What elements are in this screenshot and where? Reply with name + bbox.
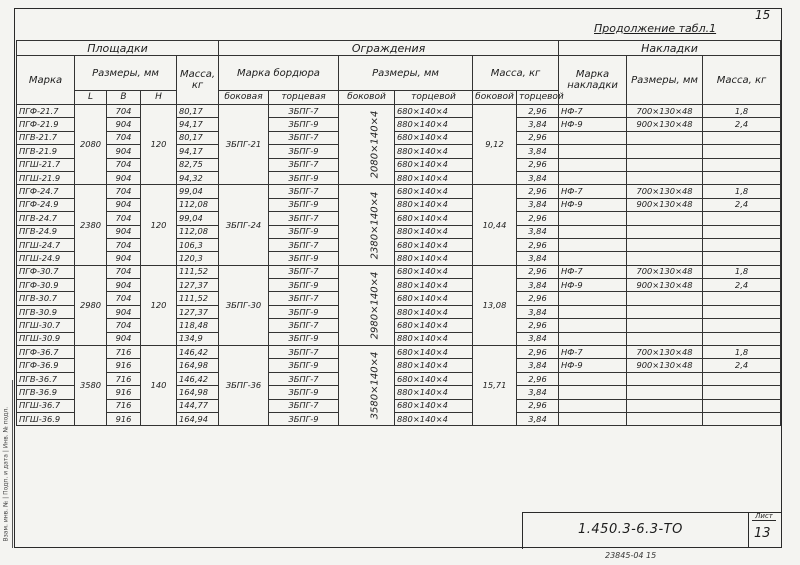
row-overlay-mass: 1,8 [703, 185, 781, 198]
row-B: 904 [107, 279, 141, 292]
row-mark: ПГВ-36.9 [17, 386, 75, 399]
row-end-curb: ЗБПГ-7 [269, 319, 339, 332]
mark-header: Марка [17, 56, 75, 105]
row-overlay-size [627, 332, 703, 345]
row-overlay-size [627, 399, 703, 412]
row-overlay-mass [703, 305, 781, 318]
row-overlay-mark [559, 305, 627, 318]
row-B: 904 [107, 332, 141, 345]
group-side-size [339, 185, 395, 265]
margin-note: Взам. инв. № | Подп. и дата | Инв. № подл. [2, 406, 10, 542]
row-end-size: 680×140×4 [395, 319, 473, 332]
row-overlay-mark: НФ-7 [559, 185, 627, 198]
row-end-curb: ЗБПГ-9 [269, 332, 339, 345]
row-overlay-mark: НФ-9 [559, 359, 627, 372]
page-number: 15 [755, 8, 771, 22]
row-overlay-mark [559, 252, 627, 265]
row-overlay-size: 700×130×48 [627, 105, 703, 118]
table-row [17, 198, 781, 211]
mass-header-line1: Масса, [179, 69, 216, 80]
table-row [17, 212, 781, 225]
row-end-curb: ЗБПГ-7 [269, 265, 339, 278]
row-overlay-size: 900×130×48 [627, 118, 703, 131]
row-end-curb: ЗБПГ-7 [269, 105, 339, 118]
table-row [17, 386, 781, 399]
row-end-size: 680×140×4 [395, 238, 473, 251]
side-size-vertical: 2380×140×4 [369, 191, 381, 259]
side-curb-header: боковая [219, 91, 269, 105]
row-overlay-size: 700×130×48 [627, 346, 703, 359]
row-mass: 127,37 [177, 279, 219, 292]
row-overlay-mass [703, 212, 781, 225]
row-end-mass: 3,84 [517, 412, 559, 425]
row-overlay-size [627, 171, 703, 184]
row-mark: ПГВ-21.9 [17, 145, 75, 158]
row-mark: ПГФ-36.7 [17, 346, 75, 359]
row-mass: 80,17 [177, 131, 219, 144]
row-end-size: 880×140×4 [395, 386, 473, 399]
row-overlay-mass: 1,8 [703, 346, 781, 359]
row-mass: 94,32 [177, 171, 219, 184]
table-row [17, 279, 781, 292]
sizes-header [75, 56, 177, 91]
row-end-mass: 2,96 [517, 131, 559, 144]
row-overlay-mass [703, 412, 781, 425]
sizes-header-label: Размеры, мм [92, 67, 159, 79]
row-B: 904 [107, 171, 141, 184]
row-end-curb: ЗБПГ-7 [269, 238, 339, 251]
row-mass: 120,3 [177, 252, 219, 265]
row-mass: 164,98 [177, 386, 219, 399]
group-H: 120 [141, 265, 177, 345]
row-end-curb: ЗБПГ-9 [269, 118, 339, 131]
row-mark: ПГШ-36.9 [17, 412, 75, 425]
table-row [17, 319, 781, 332]
row-B: 704 [107, 292, 141, 305]
group-side-size [339, 105, 395, 185]
fences-header: Ограждения [219, 41, 559, 56]
group-side-mass: 13,08 [473, 265, 517, 345]
header-row-1 [17, 41, 781, 56]
continuation-title: Продолжение табл.1 [594, 22, 717, 35]
row-end-size: 680×140×4 [395, 346, 473, 359]
row-B: 704 [107, 185, 141, 198]
row-overlay-mass: 1,8 [703, 105, 781, 118]
overlay-mass-header: Масса, кг [703, 56, 781, 105]
table-row [17, 105, 781, 118]
row-mark: ПГВ-21.7 [17, 131, 75, 144]
row-overlay-mass [703, 372, 781, 385]
side-size-vertical: 3580×140×4 [369, 351, 381, 420]
row-end-mass: 3,84 [517, 225, 559, 238]
row-overlay-mass [703, 225, 781, 238]
row-overlay-size [627, 252, 703, 265]
overlay-sizes-header: Размеры, мм [627, 56, 703, 105]
row-overlay-size [627, 319, 703, 332]
row-end-mass: 2,96 [517, 238, 559, 251]
side-size-header: боковой [339, 91, 395, 105]
row-end-mass: 2,96 [517, 372, 559, 385]
row-mark: ПГШ-30.9 [17, 332, 75, 345]
row-B: 904 [107, 198, 141, 211]
row-B: 904 [107, 118, 141, 131]
row-mark: ПГФ-30.9 [17, 279, 75, 292]
row-end-mass: 3,84 [517, 171, 559, 184]
row-end-size: 880×140×4 [395, 198, 473, 211]
table-row [17, 185, 781, 198]
row-end-size: 880×140×4 [395, 145, 473, 158]
mass-header-line2: кг [191, 80, 204, 91]
row-B: 916 [107, 412, 141, 425]
row-mark: ПГШ-30.7 [17, 319, 75, 332]
row-mark: ПГШ-36.7 [17, 399, 75, 412]
table-row [17, 238, 781, 251]
row-end-curb: ЗБПГ-7 [269, 399, 339, 412]
table-row [17, 225, 781, 238]
row-end-mass: 2,96 [517, 158, 559, 171]
row-end-size: 680×140×4 [395, 185, 473, 198]
row-end-mass: 3,84 [517, 252, 559, 265]
row-end-curb: ЗБПГ-7 [269, 292, 339, 305]
row-B: 704 [107, 158, 141, 171]
mass-header [177, 56, 219, 105]
row-mark: ПГШ-24.7 [17, 238, 75, 251]
B-header: B [107, 91, 141, 105]
row-overlay-mark [559, 131, 627, 144]
row-end-size: 680×140×4 [395, 265, 473, 278]
row-mark: ПГФ-21.7 [17, 105, 75, 118]
row-overlay-mass: 1,8 [703, 265, 781, 278]
document-code: 1.450.3-6.3-ТО [578, 522, 683, 537]
row-end-mass: 3,84 [517, 118, 559, 131]
row-mass: 112,08 [177, 225, 219, 238]
row-end-curb: ЗБПГ-7 [269, 185, 339, 198]
end-mass-header: торцевой [517, 91, 559, 105]
row-overlay-mark: НФ-7 [559, 105, 627, 118]
table-row [17, 171, 781, 184]
table-row [17, 399, 781, 412]
group-side-mass: 10,44 [473, 185, 517, 265]
row-overlay-mark [559, 412, 627, 425]
table-row [17, 145, 781, 158]
row-end-size: 880×140×4 [395, 305, 473, 318]
row-end-size: 680×140×4 [395, 131, 473, 144]
row-mark: ПГФ-30.7 [17, 265, 75, 278]
row-end-size: 880×140×4 [395, 225, 473, 238]
row-mark: ПГФ-24.9 [17, 198, 75, 211]
row-end-size: 880×140×4 [395, 171, 473, 184]
row-overlay-mass [703, 158, 781, 171]
row-end-size: 880×140×4 [395, 279, 473, 292]
row-mark: ПГФ-24.7 [17, 185, 75, 198]
row-overlay-mark [559, 332, 627, 345]
row-overlay-size [627, 225, 703, 238]
row-mass: 164,94 [177, 412, 219, 425]
row-end-size: 880×140×4 [395, 118, 473, 131]
row-overlay-size [627, 305, 703, 318]
overlays-header: Накладки [559, 41, 781, 56]
row-overlay-mass [703, 386, 781, 399]
row-end-mass: 3,84 [517, 279, 559, 292]
row-overlay-mark [559, 399, 627, 412]
row-overlay-mass [703, 171, 781, 184]
row-overlay-size [627, 386, 703, 399]
row-end-size: 680×140×4 [395, 212, 473, 225]
row-end-mass: 3,84 [517, 359, 559, 372]
row-overlay-size [627, 145, 703, 158]
group-H: 120 [141, 105, 177, 185]
row-end-size: 880×140×4 [395, 252, 473, 265]
row-end-mass: 3,84 [517, 305, 559, 318]
row-end-curb: ЗБПГ-7 [269, 131, 339, 144]
row-end-curb: ЗБПГ-9 [269, 225, 339, 238]
group-L: 3580 [75, 346, 107, 426]
row-mark: ПГФ-21.9 [17, 118, 75, 131]
row-overlay-mark: НФ-9 [559, 279, 627, 292]
end-size-header: торцевой [395, 91, 473, 105]
row-end-curb: ЗБПГ-9 [269, 145, 339, 158]
row-end-curb: ЗБПГ-7 [269, 372, 339, 385]
row-end-curb: ЗБПГ-9 [269, 359, 339, 372]
group-side-curb: ЗБПГ-21 [219, 105, 269, 185]
row-end-curb: ЗБПГ-9 [269, 386, 339, 399]
table-row [17, 305, 781, 318]
group-side-curb: ЗБПГ-30 [219, 265, 269, 345]
group-L: 2380 [75, 185, 107, 265]
row-mass: 99,04 [177, 185, 219, 198]
row-mass: 94,17 [177, 145, 219, 158]
row-end-curb: ЗБПГ-9 [269, 171, 339, 184]
row-mark: ПГВ-30.9 [17, 305, 75, 318]
row-mass: 146,42 [177, 372, 219, 385]
row-end-size: 880×140×4 [395, 412, 473, 425]
group-H: 120 [141, 185, 177, 265]
row-mark: ПГФ-36.9 [17, 359, 75, 372]
row-mass: 99,04 [177, 212, 219, 225]
row-end-mass: 3,84 [517, 145, 559, 158]
row-end-mass: 2,96 [517, 212, 559, 225]
row-overlay-mass [703, 238, 781, 251]
table-row [17, 332, 781, 345]
row-overlay-mass [703, 332, 781, 345]
row-end-size: 680×140×4 [395, 372, 473, 385]
L-header: L [75, 91, 107, 105]
row-overlay-mark: НФ-7 [559, 346, 627, 359]
row-end-mass: 2,96 [517, 399, 559, 412]
row-overlay-mark [559, 145, 627, 158]
row-mark: ПГШ-21.9 [17, 171, 75, 184]
row-overlay-mass [703, 292, 781, 305]
fence-sizes-header: Размеры, мм [339, 56, 473, 91]
row-overlay-mass: 2,4 [703, 118, 781, 131]
group-side-mass: 15,71 [473, 346, 517, 426]
row-end-size: 680×140×4 [395, 399, 473, 412]
group-side-size [339, 346, 395, 426]
group-side-size [339, 265, 395, 345]
row-B: 716 [107, 372, 141, 385]
row-end-mass: 2,96 [517, 319, 559, 332]
row-end-size: 680×140×4 [395, 158, 473, 171]
table-row [17, 118, 781, 131]
spec-table [16, 40, 781, 426]
row-overlay-size: 900×130×48 [627, 279, 703, 292]
table-row [17, 412, 781, 425]
row-overlay-size [627, 238, 703, 251]
row-end-mass: 3,84 [517, 386, 559, 399]
row-B: 916 [107, 359, 141, 372]
group-H: 140 [141, 346, 177, 426]
row-end-size: 880×140×4 [395, 332, 473, 345]
table-row [17, 265, 781, 278]
footer-code: 23845-04 15 [605, 551, 657, 560]
table-row [17, 252, 781, 265]
row-overlay-mass [703, 145, 781, 158]
row-overlay-mark [559, 158, 627, 171]
group-side-curb: ЗБПГ-24 [219, 185, 269, 265]
overlay-mark-header: Марка накладки [559, 56, 627, 105]
row-overlay-mark [559, 238, 627, 251]
row-overlay-size: 700×130×48 [627, 265, 703, 278]
row-mark: ПГВ-36.7 [17, 372, 75, 385]
row-end-curb: ЗБПГ-7 [269, 212, 339, 225]
row-end-mass: 3,84 [517, 198, 559, 211]
row-B: 704 [107, 265, 141, 278]
row-B: 904 [107, 305, 141, 318]
row-B: 704 [107, 212, 141, 225]
row-overlay-size [627, 212, 703, 225]
row-B: 916 [107, 386, 141, 399]
row-end-curb: ЗБПГ-9 [269, 279, 339, 292]
row-mass: 82,75 [177, 158, 219, 171]
row-overlay-size [627, 292, 703, 305]
fence-mass-header: Масса, кг [473, 56, 559, 91]
row-end-size: 680×140×4 [395, 105, 473, 118]
row-overlay-mark [559, 225, 627, 238]
row-mark: ПГВ-30.7 [17, 292, 75, 305]
row-end-mass: 2,96 [517, 185, 559, 198]
row-overlay-size [627, 412, 703, 425]
row-B: 704 [107, 105, 141, 118]
side-size-vertical: 2980×140×4 [369, 271, 381, 340]
row-overlay-mass: 2,4 [703, 198, 781, 211]
table-row [17, 346, 781, 359]
row-overlay-size: 700×130×48 [627, 185, 703, 198]
curb-mark-header: Марка бордюра [219, 56, 339, 91]
row-overlay-mark: НФ-9 [559, 118, 627, 131]
row-overlay-size: 900×130×48 [627, 198, 703, 211]
row-overlay-mark [559, 292, 627, 305]
row-overlay-size: 900×130×48 [627, 359, 703, 372]
row-end-mass: 2,96 [517, 346, 559, 359]
row-mass: 94,17 [177, 118, 219, 131]
row-overlay-mark [559, 319, 627, 332]
row-overlay-mark [559, 171, 627, 184]
row-end-curb: ЗБПГ-9 [269, 305, 339, 318]
row-end-curb: ЗБПГ-9 [269, 252, 339, 265]
H-header: H [141, 91, 177, 105]
table-row [17, 359, 781, 372]
row-end-curb: ЗБПГ-9 [269, 412, 339, 425]
row-B: 704 [107, 319, 141, 332]
table-row [17, 292, 781, 305]
row-overlay-mass: 2,4 [703, 279, 781, 292]
end-curb-header: торцевая [269, 91, 339, 105]
table-row [17, 158, 781, 171]
row-end-size: 880×140×4 [395, 359, 473, 372]
table-row [17, 131, 781, 144]
row-overlay-mass [703, 399, 781, 412]
row-mass: 134,9 [177, 332, 219, 345]
row-end-mass: 2,96 [517, 292, 559, 305]
sheet-number: 13 [754, 526, 771, 541]
row-mark: ПГВ-24.9 [17, 225, 75, 238]
platforms-header: Площадки [17, 41, 219, 56]
row-overlay-size [627, 158, 703, 171]
row-overlay-size [627, 131, 703, 144]
row-mark: ПГШ-24.9 [17, 252, 75, 265]
row-mark: ПГВ-24.7 [17, 212, 75, 225]
row-overlay-mark: НФ-7 [559, 265, 627, 278]
row-B: 904 [107, 145, 141, 158]
row-mass: 144,77 [177, 399, 219, 412]
row-end-curb: ЗБПГ-7 [269, 158, 339, 171]
row-mass: 146,42 [177, 346, 219, 359]
table-row [17, 372, 781, 385]
group-L: 2080 [75, 105, 107, 185]
side-size-vertical: 2080×140×4 [369, 110, 381, 179]
row-B: 704 [107, 131, 141, 144]
group-L: 2980 [75, 265, 107, 345]
row-B: 904 [107, 252, 141, 265]
row-overlay-mark [559, 386, 627, 399]
row-overlay-mark [559, 212, 627, 225]
row-B: 704 [107, 238, 141, 251]
row-mass: 127,37 [177, 305, 219, 318]
row-overlay-mark: НФ-9 [559, 198, 627, 211]
row-overlay-mass [703, 131, 781, 144]
row-overlay-mark [559, 372, 627, 385]
row-mass: 80,17 [177, 105, 219, 118]
row-overlay-size [627, 372, 703, 385]
row-B: 716 [107, 399, 141, 412]
row-B: 716 [107, 346, 141, 359]
sheet-label: Лист [752, 512, 776, 521]
group-side-curb: ЗБПГ-36 [219, 346, 269, 426]
row-mass: 106,3 [177, 238, 219, 251]
row-mass: 111,52 [177, 265, 219, 278]
row-B: 904 [107, 225, 141, 238]
row-mark: ПГШ-21.7 [17, 158, 75, 171]
row-end-curb: ЗБПГ-9 [269, 198, 339, 211]
row-end-size: 680×140×4 [395, 292, 473, 305]
row-overlay-mass: 2,4 [703, 359, 781, 372]
row-end-mass: 3,84 [517, 332, 559, 345]
header-row-2 [17, 56, 781, 91]
row-overlay-mass [703, 252, 781, 265]
group-side-mass: 9,12 [473, 105, 517, 185]
row-end-curb: ЗБПГ-7 [269, 346, 339, 359]
row-mass: 112,08 [177, 198, 219, 211]
row-overlay-mass [703, 319, 781, 332]
row-end-mass: 2,96 [517, 105, 559, 118]
row-mass: 111,52 [177, 292, 219, 305]
side-mass-header: боковой [473, 91, 517, 105]
row-mass: 118,48 [177, 319, 219, 332]
row-end-mass: 2,96 [517, 265, 559, 278]
row-mass: 164,98 [177, 359, 219, 372]
